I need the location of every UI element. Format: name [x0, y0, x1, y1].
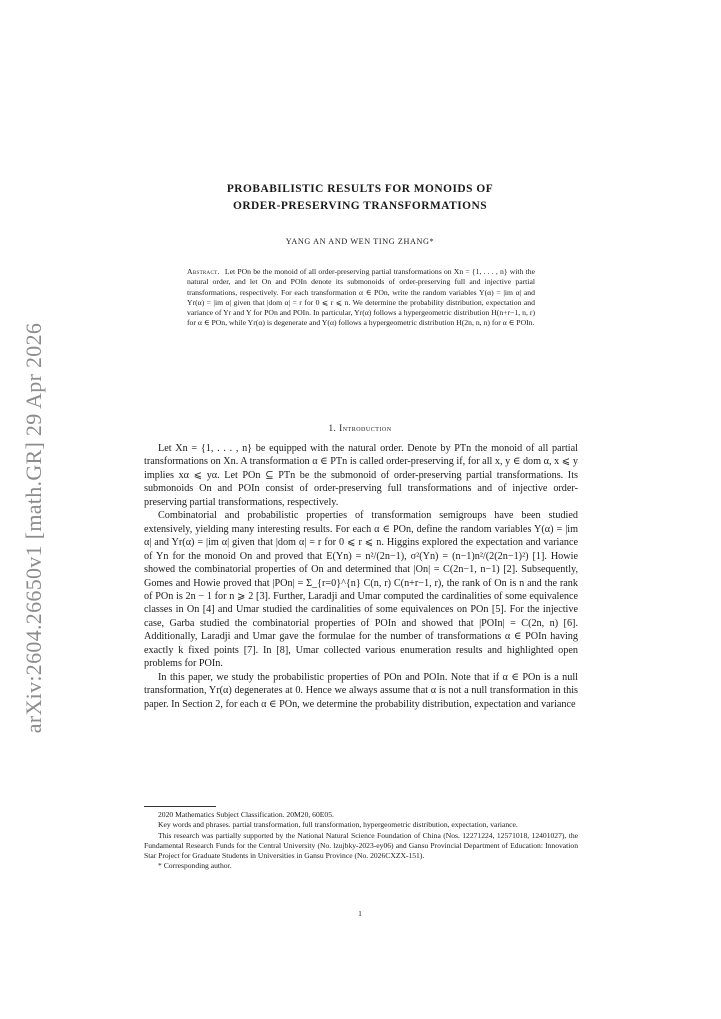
paragraph: Combinatorial and probabilistic properties of transformation semigroups have been studied extensively, yielding many interesting results. For each α ∈ POn, define the random variables Y(α) = |im α| and Yr(α) = |im α| given that |dom α| = r for 0 ⩽ r ⩽ n. Higgins explored the expectation and variance of Yn for the monoid On and proved that E(Yn) = n²/(2n−1), σ²(Yn) = (n−1)n²/(2(2n−1)²) [1]. Howie showed the combinatorial properties of On and determined that |On| = C(2n−1, n−1) [2]. Subsequently, Gomes and Howie proved that |POn| = Σ_{r=0}^{n} C(n, r) C(n+r−1, r), the rank of On is n and the rank of POn is 2n − 1 for n ⩾ 2 [3]. Further, Laradji and Umar computed the cardinalities of some equivalence classes in On [4] and Umar studied the cardinalities of some equivalences on POn [5]. For the injective case, Garba studied the combinatorial properties of POIn and showed that |POIn| = C(2n, n) [6]. Additionally, Laradji and Umar gave the formulae for the number of transformations α ∈ POIn having exactly k fixed points [7]. In [8], Umar collected various enumeration results and highlighted open problems for POIn. — [144, 510, 578, 670]
arxiv-identifier-stamp: arXiv:2604.26650v1 [math.GR] 29 Apr 2026 — [21, 322, 46, 734]
footnote-divider — [144, 806, 216, 807]
footnotes — [144, 810, 578, 872]
section-heading-introduction: 1. Introduction — [328, 423, 392, 433]
footnote-corresponding-author: * Corresponding author. — [158, 861, 232, 871]
abstract — [187, 267, 535, 329]
title-line-1: PROBABILISTIC RESULTS FOR MONOIDS OF — [226, 183, 494, 195]
footnote-funding: This research was partially supported by the National Natural Science Foundation of China (Nos. 12271224, 12571018, 12401027), the Fundamental Research Funds for the Central University (No. lzujbky-2023-ey06) and Gansu Provincial Department of Education: Innovation Star Project for Graduate Students in Universities in Gansu Province (No. 2026CXZX-151). — [144, 830, 578, 861]
footnote-msc: 2020 Mathematics Subject Classification. 20M20, 60E05. — [158, 810, 334, 819]
paper-title — [140, 181, 580, 214]
abstract-heading: Abstract. — [187, 267, 220, 276]
introduction-body — [144, 442, 578, 711]
author-list: YANG AN AND WEN TING ZHANG* — [285, 237, 435, 246]
title-line-2: ORDER-PRESERVING TRANSFORMATIONS — [232, 199, 488, 212]
paragraph: Let Xn = {1, . . . , n} be equipped with the natural order. Denote by PTn the monoid of all partial transformations on Xn. A transformation α ∈ PTn is called order-preserving if, for all x, y ∈ dom α, x ⩽ y implies xα ⩽ yα. Let POn ⊆ PTn be the submonoid of order-preserving partial transformations. Its submonoids On and POIn consist of order-preserving full transformations and of injective order-preserving partial transformations, respectively. — [144, 443, 578, 508]
footnote-keywords: Key words and phrases. partial transformation, full transformation, hypergeometric distribution, expectation, variance. — [158, 820, 518, 830]
paragraph: In this paper, we study the probabilistic properties of POn and POIn. Note that if α ∈ POn is a null transformation, Yr(α) degenerates at 0. Hence we always assume that α is not a null transformation in this paper. In Section 2, for each α ∈ POn, we determine the probability distribution, expectation and variance — [144, 671, 578, 710]
abstract-text: Let POn be the monoid of all order-preserving partial transformations on Xn = {1, . . . , n} with the natural order, and let On and POIn denote its submonoids of order-preserving full and injective partial transformations, respectively. For each transformation α ∈ POn, write the random variables Y(α) = |im α| and Yr(α) = |im α| given that |dom α| = r for 0 ⩽ r ⩽ n. We determine the probability distribution, expectation and variance of Yr and Y for POn and POIn. In particular, Yr(α) follows a hypergeometric distribution H(n+r−1, n, r) for α ∈ POn, while Yr(α) is degenerate and Y(α) follows a hypergeometric distribution H(2n, n, n) for α ∈ POIn. — [187, 267, 535, 328]
page-number: 1 — [358, 909, 362, 918]
